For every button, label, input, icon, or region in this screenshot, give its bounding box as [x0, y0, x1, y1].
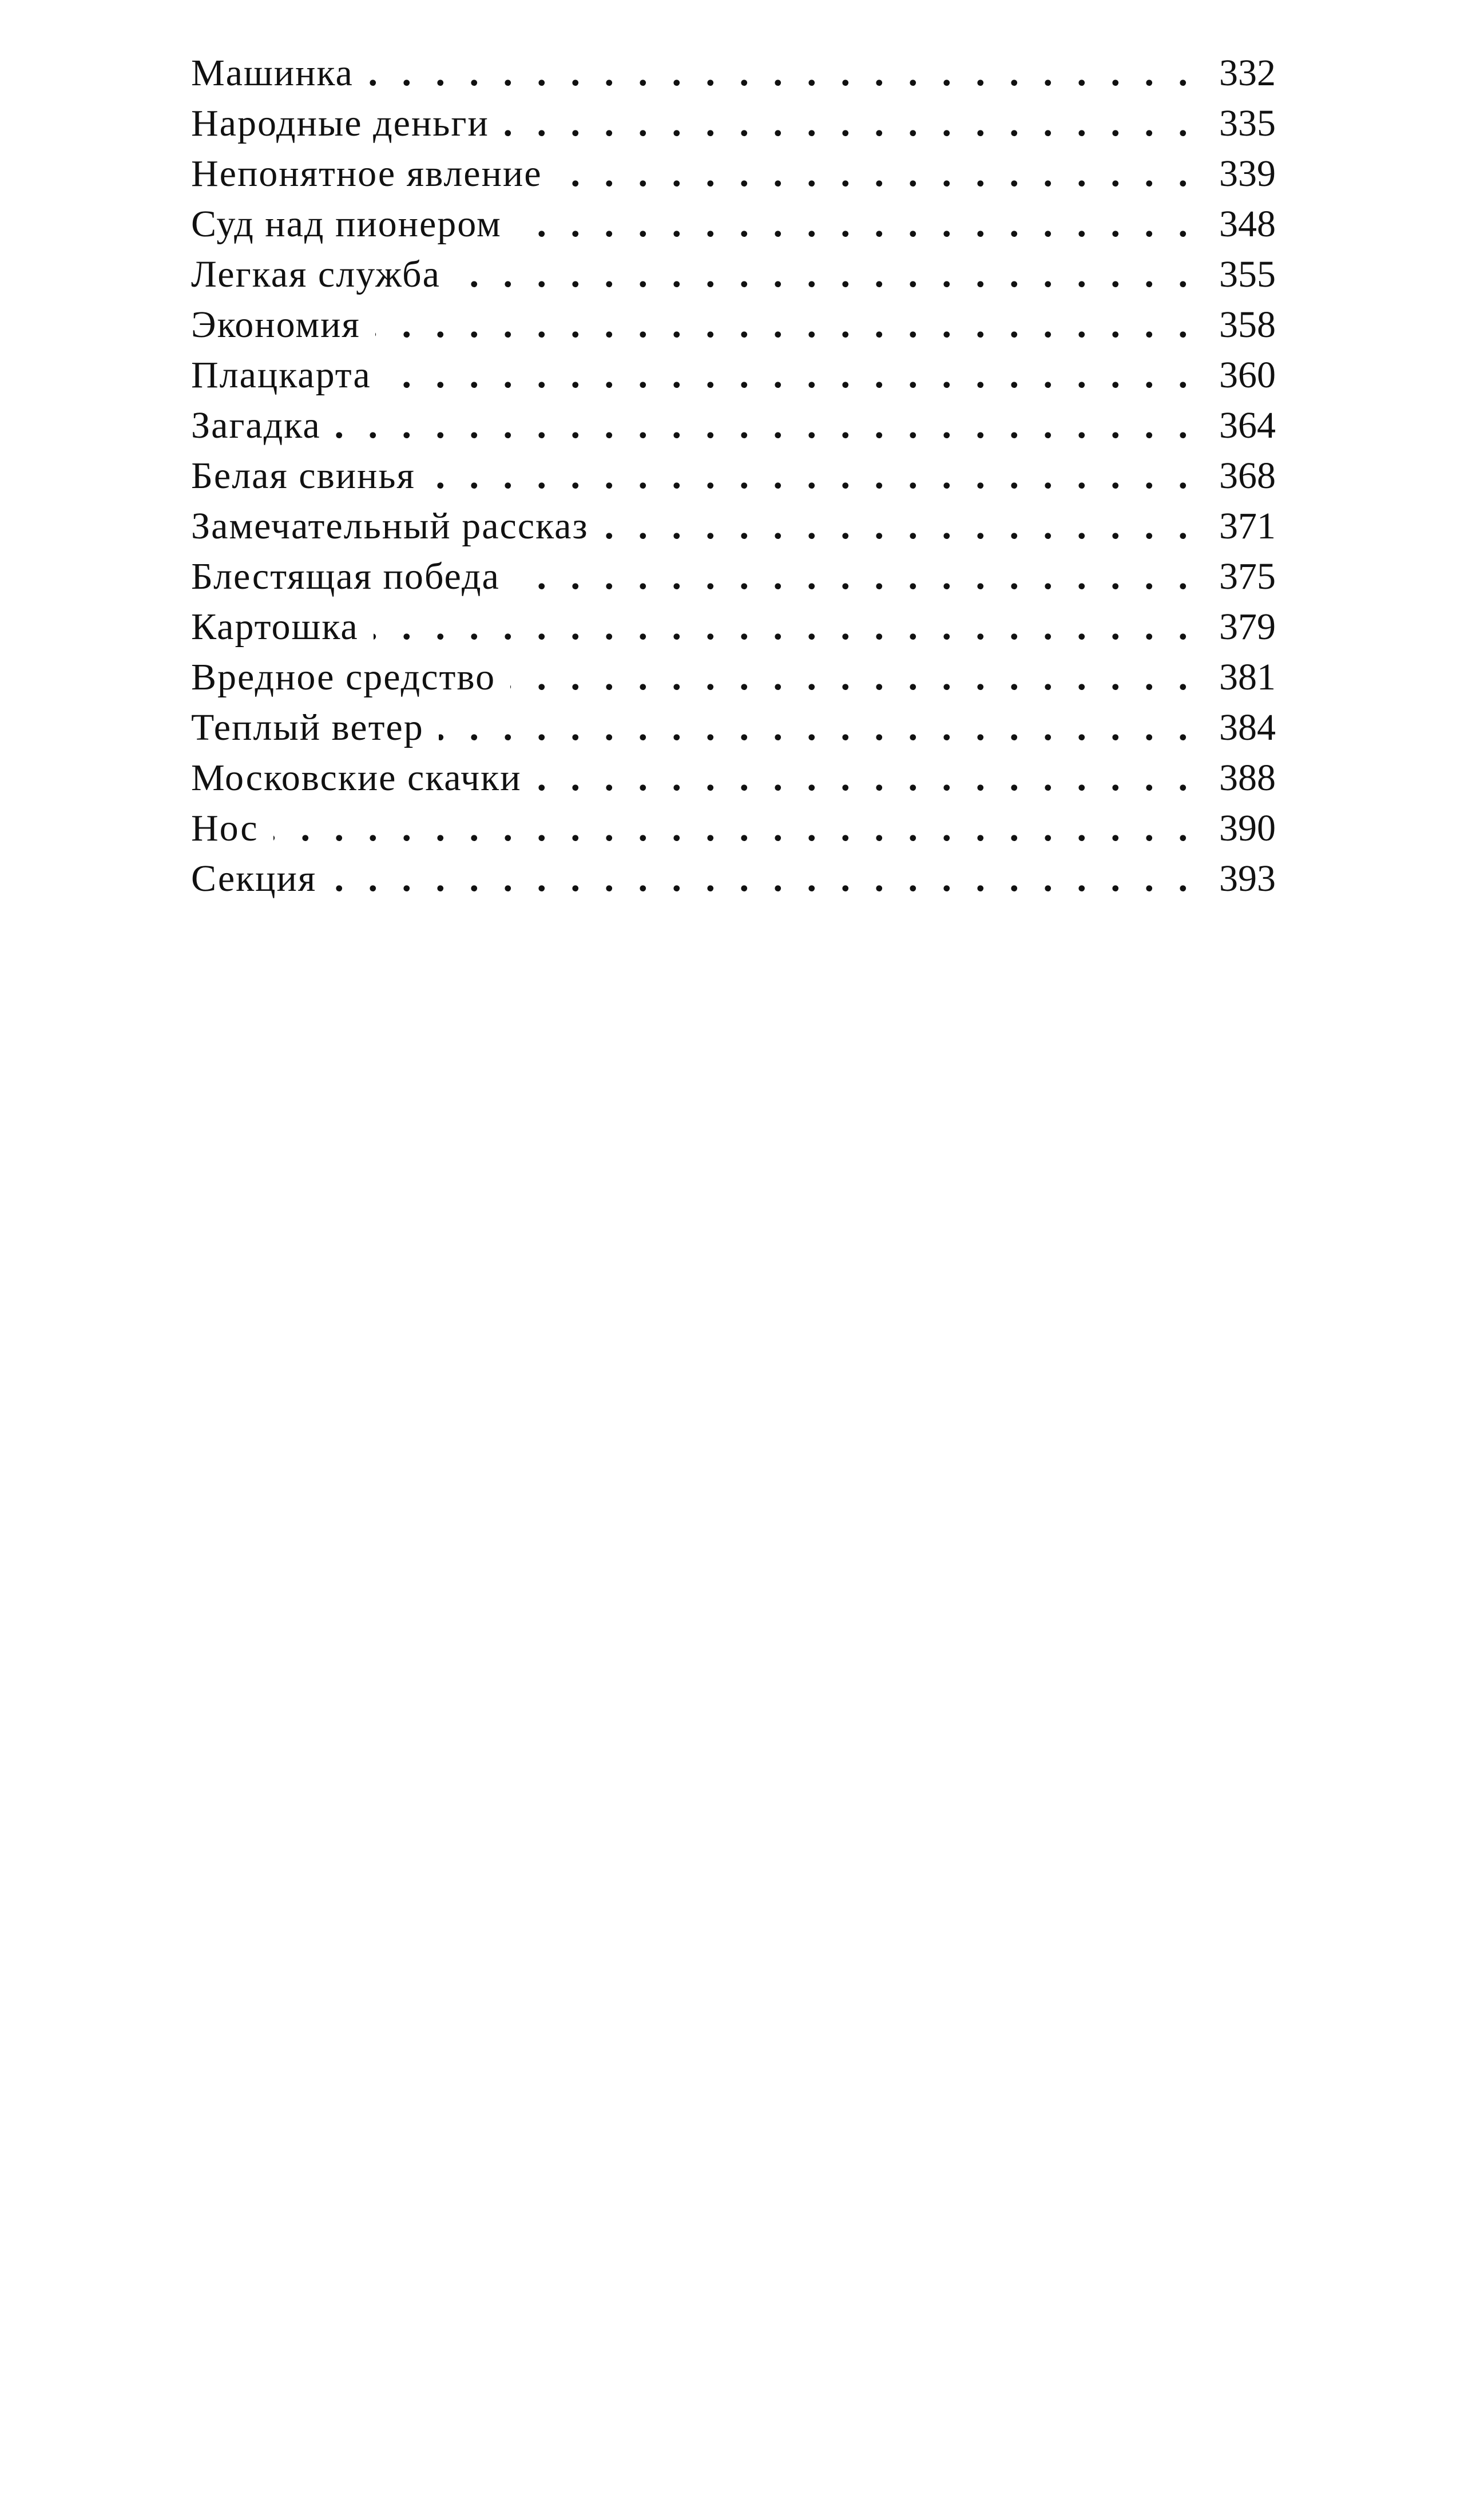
toc-entry-title: Легкая служба — [191, 253, 441, 295]
toc-entry-page: 371 — [1219, 505, 1276, 547]
toc-entry-title: Машинка — [191, 52, 354, 94]
dot-leader — [537, 753, 1188, 803]
dot-leader — [604, 501, 1188, 552]
toc-entry-page: 381 — [1219, 656, 1276, 698]
toc-entry — [191, 652, 1276, 703]
toc-entry — [191, 149, 1276, 199]
toc-entry-title: Секция — [191, 858, 317, 899]
toc-entry-page: 360 — [1219, 354, 1276, 396]
toc-entry-title: Экономия — [191, 304, 360, 346]
toc-entry-page: 364 — [1219, 405, 1276, 446]
toc-entry — [191, 401, 1276, 451]
toc-entry-page: 390 — [1219, 807, 1276, 849]
dot-leader — [455, 249, 1188, 300]
dot-leader — [368, 48, 1188, 98]
toc-entry-page: 348 — [1219, 203, 1276, 245]
dot-leader — [510, 652, 1188, 703]
toc-entry-title: Загадка — [191, 405, 321, 446]
toc-entry-title: Вредное средство — [191, 656, 496, 698]
toc-entry-title: Суд над пионером — [191, 203, 502, 245]
dot-leader — [386, 350, 1188, 401]
toc-entry — [191, 48, 1276, 98]
toc-entry — [191, 501, 1276, 552]
dot-leader — [517, 199, 1188, 249]
toc-entry-title: Плацкарта — [191, 354, 371, 396]
toc-entry-title: Блестящая победа — [191, 556, 500, 597]
toc-entry — [191, 602, 1276, 652]
toc-entry-page: 332 — [1219, 52, 1276, 94]
toc-entry — [191, 199, 1276, 249]
toc-entry-title: Народные деньги — [191, 102, 489, 144]
dot-leader — [430, 451, 1188, 501]
dot-leader — [557, 149, 1188, 199]
toc-entry-page: 339 — [1219, 153, 1276, 195]
dot-leader — [375, 300, 1188, 350]
toc-entry — [191, 98, 1276, 149]
toc-entry-title: Нос — [191, 807, 259, 849]
dot-leader — [439, 703, 1188, 753]
toc-entry-page: 384 — [1219, 707, 1276, 748]
toc-entry-title: Белая свинья — [191, 455, 415, 497]
toc-entry-page: 393 — [1219, 858, 1276, 899]
dot-leader — [504, 98, 1188, 149]
toc-entry — [191, 552, 1276, 602]
toc-entry — [191, 300, 1276, 350]
toc-entry — [191, 803, 1276, 854]
toc-entry-page: 375 — [1219, 556, 1276, 597]
toc-entry — [191, 350, 1276, 401]
toc-entry-page: 379 — [1219, 606, 1276, 648]
dot-leader — [515, 552, 1188, 602]
toc-entry-page: 388 — [1219, 757, 1276, 799]
toc-entry-title: Замечательный рассказ — [191, 505, 589, 547]
dot-leader — [336, 401, 1188, 451]
toc-entry — [191, 249, 1276, 300]
toc-entry — [191, 703, 1276, 753]
toc-entry-title: Теплый ветер — [191, 707, 424, 748]
toc-entry-page: 368 — [1219, 455, 1276, 497]
toc-entry — [191, 854, 1276, 904]
toc-entry-title: Непонятное явление — [191, 153, 542, 195]
toc-entry — [191, 451, 1276, 501]
dot-leader — [273, 803, 1188, 854]
toc-entry-page: 358 — [1219, 304, 1276, 346]
dot-leader — [331, 854, 1188, 904]
dot-leader — [374, 602, 1188, 652]
toc-entry-page: 335 — [1219, 102, 1276, 144]
toc-entry-title: Картошка — [191, 606, 359, 648]
table-of-contents — [191, 48, 1276, 904]
toc-entry-title: Московские скачки — [191, 757, 522, 799]
toc-entry — [191, 753, 1276, 803]
toc-entry-page: 355 — [1219, 253, 1276, 295]
